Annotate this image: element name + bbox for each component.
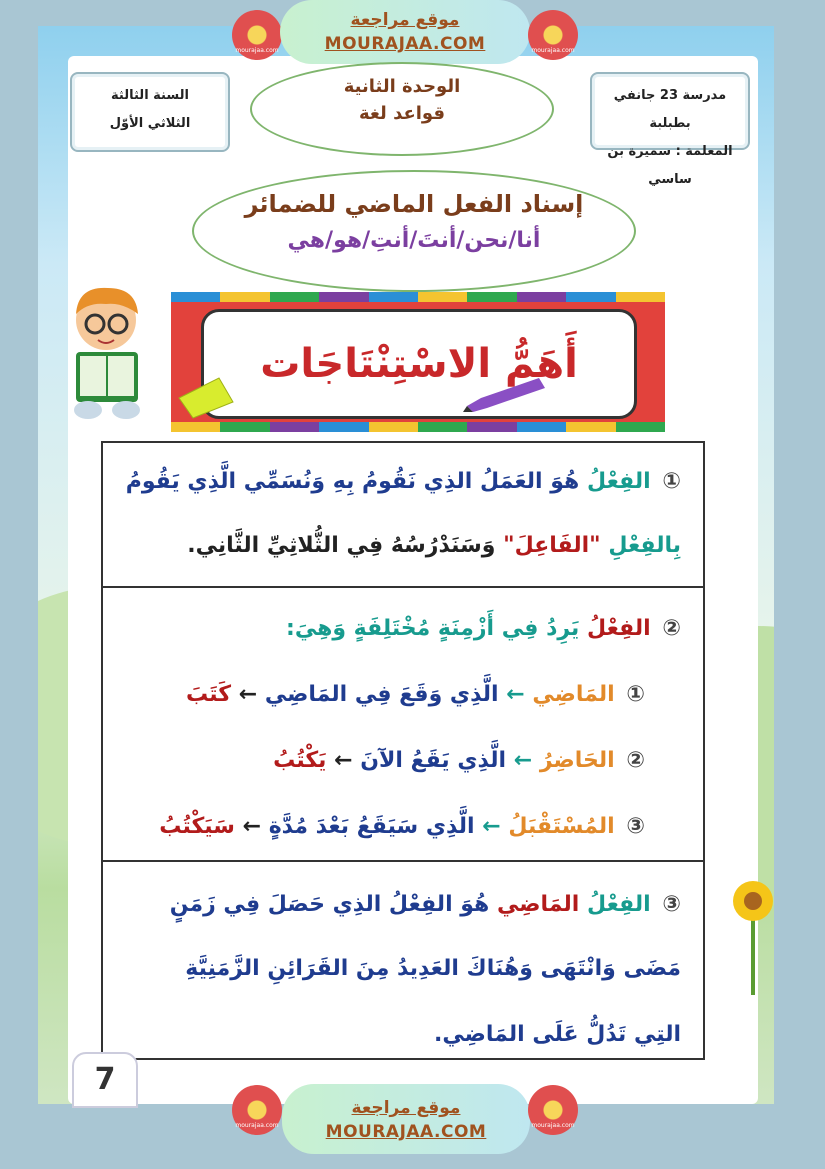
term-verb: الفِعْلُ — [586, 469, 651, 494]
tense-row: ③ المُسْتَقْبَلُ ← الَّذِي سَيَقَعُ بَعْدَ مُدَّةٍ ← سَيَكْتُبُ — [159, 814, 645, 839]
conclusion-2-panel — [101, 586, 705, 862]
sunflower-icon — [732, 875, 774, 995]
unit-subject: قواعد لغة — [358, 103, 446, 124]
sticky-note-icon — [175, 374, 237, 420]
banner-arabic[interactable]: موقع مراجعة — [350, 10, 460, 30]
site-banner-top[interactable] — [280, 0, 530, 64]
level-info-box — [70, 72, 230, 152]
unit-cloud — [250, 62, 554, 156]
site-logo-icon[interactable]: mourajaa.com — [528, 1085, 578, 1135]
conclusion-1-line-2: بِالفِعْلِ "الفَاعِلَ" وَسَنَدْرُسُهُ فِي الثُّلاثِيِّ الثَّانِي. — [187, 533, 681, 558]
school-info-box — [590, 72, 750, 187]
pencil-icon — [461, 374, 551, 414]
teacher-name: المعلمة : سميرة بن ساسي — [607, 144, 733, 187]
site-logo-icon[interactable]: mourajaa.com — [232, 10, 282, 60]
banner-arabic[interactable]: موقع مراجعة — [351, 1098, 461, 1118]
conclusions-title: أَهَمُّ الاسْتِنْتَاجَات — [260, 341, 578, 387]
conclusion-2-intro: ② الفِعْلُ يَرِدُ فِي أَزْمِنَةٍ مُخْتَلِفَةٍ وَهِيَ: — [286, 616, 681, 641]
conclusion-3-line-2: مَضَى وَانْتَهَى وَهُنَاكَ العَدِيدُ مِنَ القَرَائِنِ الزَّمَنِيَّةِ — [185, 956, 681, 981]
lesson-pronouns: أنا/نحن/أنتَ/أنتِ/هو/هي — [287, 228, 541, 253]
term-agent: "الفَاعِلَ" — [503, 533, 601, 558]
lesson-title: إسناد الفعل الماضي للضمائر — [244, 190, 584, 218]
tense-row: ② الحَاضِرُ ← الَّذِي يَقَعُ الآنَ ← يَكْتُبُ — [273, 748, 645, 773]
child-reading-icon — [58, 280, 158, 425]
tense-row: ① المَاضِي ← الَّذِي وَقَعَ فِي المَاضِي ← كَتَبَ — [185, 682, 645, 707]
banner-english[interactable]: MOURAJAA.COM — [325, 1122, 487, 1142]
site-logo-icon[interactable]: mourajaa.com — [232, 1085, 282, 1135]
grade-level: السنة الثالثة — [111, 88, 189, 103]
conclusions-frame — [171, 292, 665, 432]
conclusion-1-line-1: ① الفِعْلُ هُوَ العَمَلُ الذِي نَقُومُ بِهِ وَنُسَمِّي الَّذِي يَقُومُ — [125, 469, 681, 494]
conclusion-3-panel — [101, 860, 705, 1060]
banner-english[interactable]: MOURAJAA.COM — [324, 34, 486, 54]
conclusion-3-line-1: ③ الفِعْلُ المَاضِي هُوَ الفِعْلُ الذِي حَصَلَ فِي زَمَنٍ — [169, 892, 681, 917]
conclusions-title-box — [201, 309, 637, 419]
page-number: 7 — [72, 1052, 138, 1108]
lesson-cloud — [192, 170, 636, 292]
site-banner-bottom[interactable] — [282, 1084, 530, 1154]
unit-title: الوحدة الثانية — [343, 76, 461, 97]
conclusion-1-panel — [101, 441, 705, 588]
site-logo-icon[interactable]: mourajaa.com — [528, 10, 578, 60]
school-name: مدرسة 23 جانفي بطبلبة — [613, 88, 727, 131]
conclusion-3-line-3: التِي تَدُلُّ عَلَى المَاضِي. — [433, 1022, 681, 1047]
term: الثلاثي الأوّل — [109, 116, 191, 131]
